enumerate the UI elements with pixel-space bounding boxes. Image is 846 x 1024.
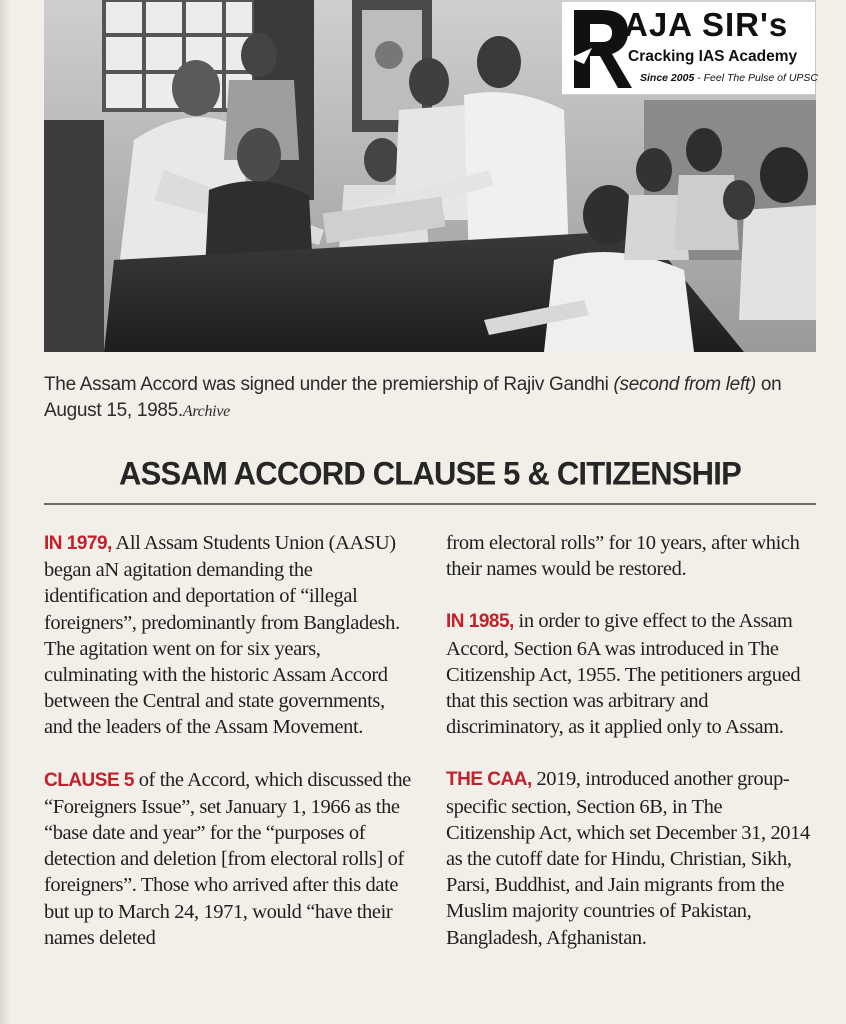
left-column bbox=[44, 530, 412, 951]
paragraph-continuation bbox=[446, 530, 814, 582]
photo-caption bbox=[44, 372, 816, 425]
text-clause-5: of the Accord, which discussed the “Foreigners Issue”, set January 1, 1966 as the “base date and year” for the “purposes of detection and deletion [from electoral rolls] of foreigners”. Those who arrived after this date but up to March 24, 1971, would “have their names deleted bbox=[44, 768, 411, 949]
article-heading: ASSAM ACCORD CLAUSE 5 & CITIZENSHIP bbox=[119, 455, 741, 492]
text-1985: in order to give effect to the Assam Accord, Section 6A was introduced in The Citizenship Act, 1955. The petitioners argued that this section was arbitrary and discriminatory, as it applied only to Assam. bbox=[446, 610, 801, 739]
text-caa: 2019, introduced another group-specific section, Section 6B, in The Citizenship Act, which set December 31, 2014 as the cutoff date for Hindu, Christian, Sikh, Parsi, Buddhist, and Jain migrants from the Muslim majority countries of Pakistan, Bangladesh, Afghanistan. bbox=[446, 768, 810, 949]
logo-academy-name: Cracking IAS Academy bbox=[628, 48, 798, 65]
caption-main: The Assam Accord was signed under the premiership of Rajiv Gandhi bbox=[44, 374, 614, 395]
right-column bbox=[446, 530, 814, 951]
paragraph-1985 bbox=[446, 608, 814, 740]
paragraph-clause-5 bbox=[44, 767, 412, 951]
lead-1985: IN 1985, bbox=[446, 611, 514, 633]
caption-credit: Archive bbox=[182, 403, 230, 420]
paragraph-caa bbox=[446, 766, 814, 950]
paragraph-1979 bbox=[44, 530, 412, 741]
logo-tagline-text: - Feel The Pulse of UPSC bbox=[694, 72, 819, 84]
logo-since: Since 2005 bbox=[640, 72, 695, 84]
lead-1979: IN 1979, bbox=[44, 533, 112, 554]
caption-date: on August 15, 1985. bbox=[44, 374, 782, 421]
caption-italic: (second from left) bbox=[613, 374, 756, 395]
lead-clause-5: CLAUSE 5 bbox=[44, 769, 134, 791]
text-1979: All Assam Students Union (AASU) began aN agitation demanding the identification and deportation of “illegal foreigners”, predominantly from Bangladesh. The agitation went on for six years, culminating with the historic Assam Accord between the Central and state governments, and the leaders of the Assam Movement. bbox=[44, 532, 400, 739]
heading-rule bbox=[44, 503, 816, 505]
logo-tagline bbox=[640, 72, 818, 84]
lead-caa: THE CAA, bbox=[446, 769, 532, 791]
raja-r-logo-icon bbox=[566, 4, 632, 92]
logo-brand-name: AJA SIR's bbox=[624, 6, 789, 43]
text-continuation: from electoral rolls” for 10 years, after which their names would be restored. bbox=[446, 532, 800, 581]
academy-logo bbox=[562, 2, 819, 95]
page-edge-shadow bbox=[0, 0, 10, 1024]
